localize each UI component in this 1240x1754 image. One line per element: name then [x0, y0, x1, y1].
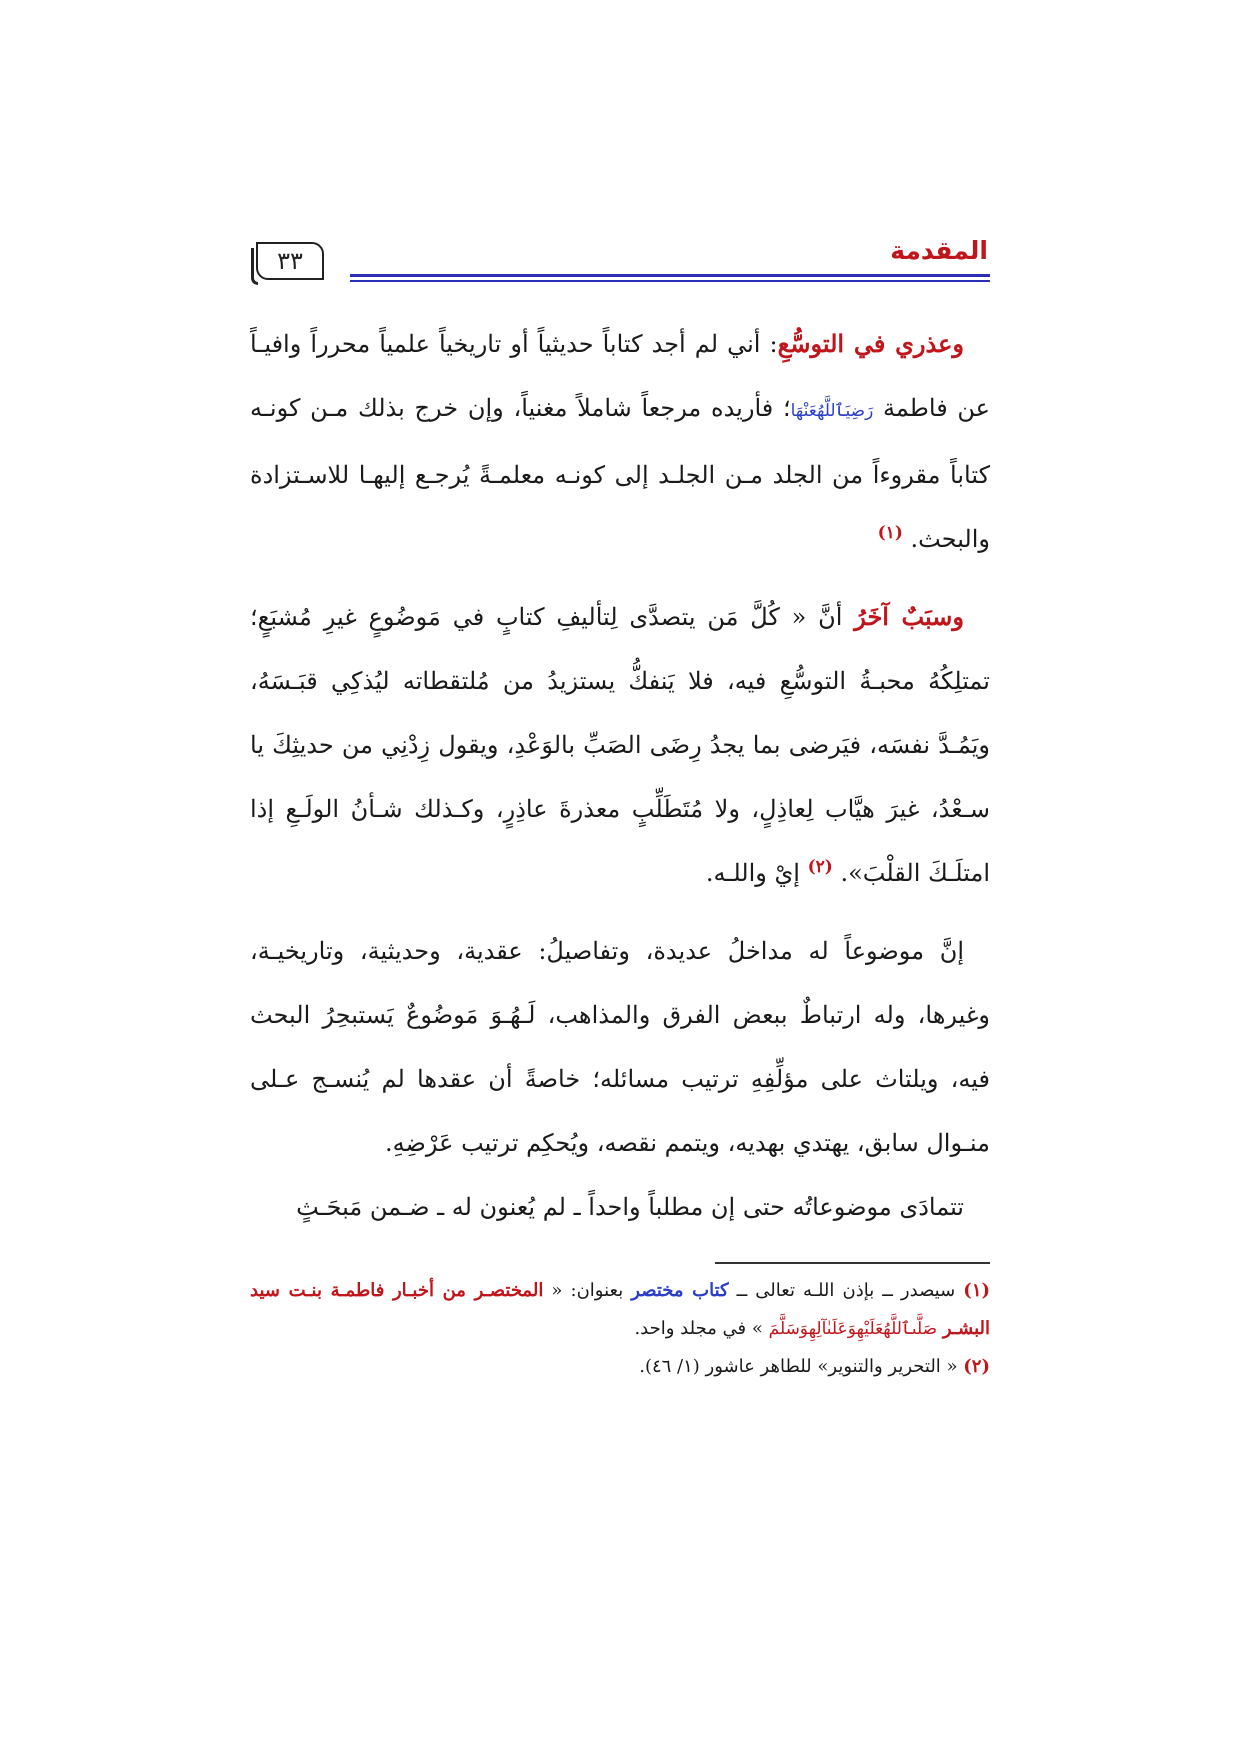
chapter-title: المقدمة	[890, 236, 988, 265]
footnote-1-text-a: سيصدر ــ بإذن اللـه تعالى ــ	[728, 1280, 964, 1301]
header-rule	[350, 274, 990, 277]
paragraph-2-text: أنَّ « كُلَّ مَن يتصدَّى لِتأليفِ كتابٍ في مَوضُوعٍ غيرِ مُشبَعٍ؛ تمتلِكُهُ محبـةُ التوسُّعِ فيه، فلا يَنفكُّ يستزيدُ من مُلتقطاته ليُذكِي قبَـسَهُ، ويَمُـدَّ نفسَه، فيَرضى بما يجدُ رِضَى الصَبِّ بالوَعْدِ، ويقول زِدْنِي من حديثِكَ يا سـعْدُ، غيرَ هيَّاب لِعاذِلٍ، ولا مُتَطَلِّبٍ معذرةَ عاذِرٍ، وكـذلك شـأنُ الولَـعِ إذا امتلَـكَ القلْبَ».	[250, 603, 990, 887]
footnote-1-number: (١)	[963, 1280, 991, 1301]
footnote-1	[250, 1272, 990, 1348]
footnote-ref-1[interactable]: (١)	[877, 523, 903, 543]
footnote-separator	[715, 1262, 990, 1264]
footnote-1-book: كتاب مختصر	[631, 1280, 729, 1301]
paragraph-4: تتمادَى موضوعاتُه حتى إن مطلباً واحداً ـ لم يُعنون له ـ ضـمن مَبحَـثٍ	[296, 1193, 964, 1221]
footnote-2-text: « التحرير والتنوير» للطاهر عاشور (١/ ٤٦).	[639, 1356, 964, 1377]
footnote-1-text-c: » في مجلد واحد.	[634, 1318, 769, 1339]
paragraph-1-lead: وعذري في التوسُّعِ	[777, 329, 965, 358]
main-text	[250, 312, 990, 1239]
footnotes	[250, 1272, 990, 1386]
page-number: ٣٣	[256, 242, 324, 280]
footnote-ref-2[interactable]: (٢)	[807, 857, 833, 877]
paragraph-3: إنَّ موضوعاً له مداخلُ عديدة، وتفاصيلُ: عقدية، وحديثية، وتاريخيـة، وغيرها، وله ارتباطٌ ببعض الفرق والمذاهب، لَـهُـوَ مَوضُوعٌ يَستبحِرُ البحث فيه، ويلتاث على مؤلِّفِهِ ترتيب مسائله؛ خاصةً أن عقدها لم يُنسـج عـلى منـوال سابق، يهتدي بهديه، ويتمم نقصه، ويُحكِم ترتيب عَرْضِهِ.	[250, 937, 991, 1157]
page-header	[250, 228, 990, 288]
paragraph-2-lead: وسبَبٌ آخَرُ	[854, 602, 964, 631]
paragraph-2-tail: إيْ واللـه.	[705, 859, 808, 887]
footnote-2	[250, 1348, 990, 1386]
paragraph-2	[250, 585, 990, 905]
footnote-2-number: (٢)	[963, 1356, 990, 1377]
paragraph-1-text-b: ؛ فأريده مرجعاً شاملاً مغنياً، وإن خرج بذلك مـن كونـه كتاباً مقروءاً من الجلد مـن الجلـد إلى كونـه معلمـةً يُرجـع إليهـا للاسـتزادة والبحث.	[250, 394, 990, 553]
paragraph-1-text-a: : أني لم أجد كتاباً حديثياً أو تاريخياً علمياً محرراً وافيـاً عن فاطمة	[250, 330, 990, 422]
header-rule-secondary	[350, 280, 990, 282]
paragraph-1	[250, 312, 990, 571]
honorific-glyph: رَضِيَٱللَّهُعَنْهَا	[790, 401, 874, 421]
footnote-1-text-b: بعنوان: «	[543, 1280, 632, 1301]
footnote-honorific-glyph: صَلَّىٱللَّهُعَلَيْهِوَعَلَىٰآلِهِوَسَلَّمَ	[768, 1319, 938, 1339]
footnote-1-title: المختصـر من أخبـار فاطمـة بنـت سيد البشـر	[250, 1280, 990, 1339]
